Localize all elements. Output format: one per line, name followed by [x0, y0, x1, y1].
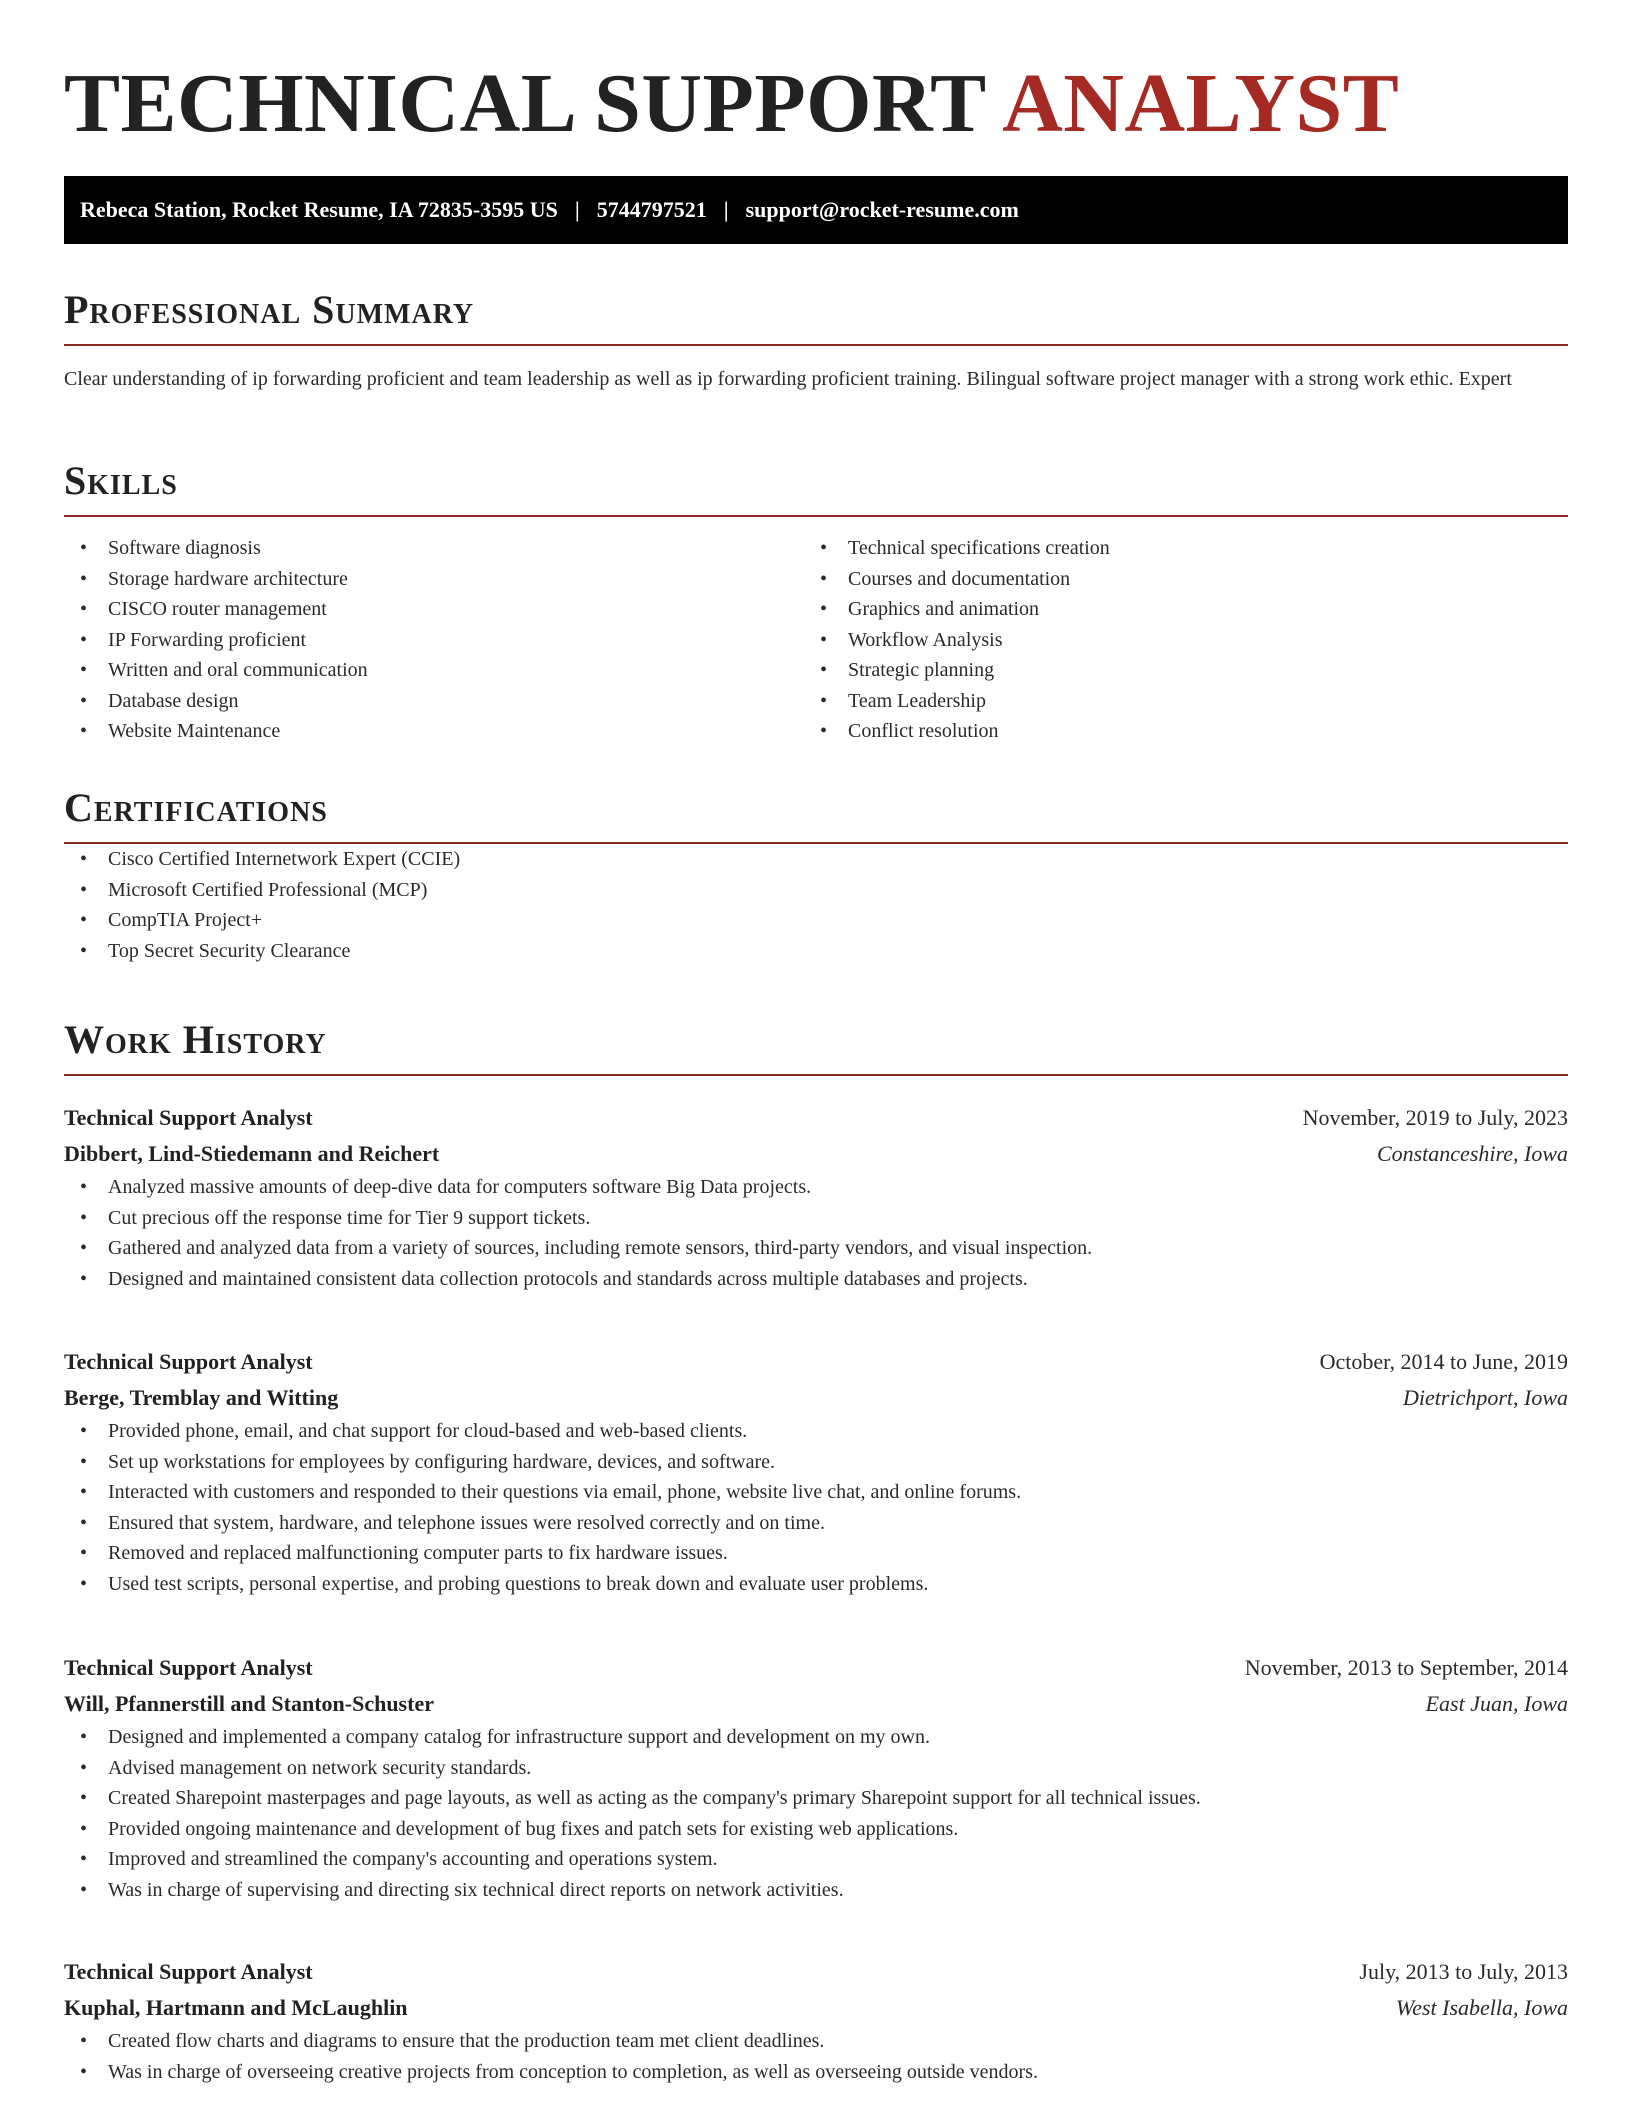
section-heading-certifications: Certifications: [64, 784, 1568, 844]
skill-item: • Courses and documentation: [804, 564, 1544, 595]
job-bullet: • Gathered and analyzed data from a variety of sources, including remote sensors, third-party vendors, and visual inspection.: [64, 1233, 1568, 1264]
skills-list-right: [804, 533, 1544, 747]
job-location: Dietrichport, Iowa: [1403, 1385, 1568, 1410]
job-bullet: • Analyzed massive amounts of deep-dive data for computers software Big Data projects.: [64, 1172, 1568, 1203]
skill-item: • Workflow Analysis: [804, 625, 1544, 656]
job-location: Constanceshire, Iowa: [1376, 1141, 1568, 1166]
job-bullet: • Cut precious off the response time for Tier 9 support tickets.: [64, 1203, 1568, 1234]
job-entry: [64, 1100, 1568, 1294]
skill-item: • Software diagnosis: [64, 533, 804, 564]
job-header-row: [64, 1954, 1568, 1990]
job-bullet: • Was in charge of supervising and directing six technical direct reports on network activities.: [64, 1875, 1568, 1906]
job-bullet-list: [64, 1172, 1568, 1294]
job-bullet: • Removed and replaced malfunctioning computer parts to fix hardware issues.: [64, 1538, 1568, 1569]
job-bullet: • Created Sharepoint masterpages and page layouts, as well as acting as the company's primary Sharepoint support for all technical issues.: [64, 1783, 1568, 1814]
certification-item: • CompTIA Project+: [64, 905, 1568, 936]
contact-separator: |: [723, 197, 729, 222]
job-title: Technical Support Analyst: [64, 1959, 313, 1984]
title-part-main: TECHNICAL SUPPORT: [64, 57, 986, 150]
job-title: Technical Support Analyst: [64, 1655, 313, 1680]
section-heading-skills: Skills: [64, 457, 1568, 517]
summary-section: [64, 286, 1568, 394]
contact-email[interactable]: support@rocket-resume.com: [745, 197, 1019, 222]
job-bullet: • Advised management on network security standards.: [64, 1753, 1568, 1784]
job-header-row: [64, 1344, 1568, 1380]
job-company: Berge, Tremblay and Witting: [64, 1385, 339, 1410]
skill-item: • Website Maintenance: [64, 716, 804, 747]
job-bullet-list: [64, 1416, 1568, 1599]
certifications-list: [64, 844, 1568, 966]
skill-item: • CISCO router management: [64, 594, 804, 625]
job-bullet: • Improved and streamlined the company's accounting and operations system.: [64, 1844, 1568, 1875]
job-entry: [64, 1650, 1568, 1905]
job-title: Technical Support Analyst: [64, 1349, 313, 1374]
job-entry: [64, 1344, 1568, 1599]
summary-text: Clear understanding of ip forwarding proficient and team leadership as well as ip forwarding proficient training. Bilingual software project manager with a strong work ethic. Expert: [64, 368, 1512, 390]
job-bullet: • Ensured that system, hardware, and telephone issues were resolved correctly and on time.: [64, 1508, 1568, 1539]
job-company: Kuphal, Hartmann and McLaughlin: [64, 1995, 408, 2020]
contact-address: Rebeca Station, Rocket Resume, IA 72835-3595 US: [80, 197, 558, 222]
resume-title: [64, 56, 1399, 152]
skills-section: [64, 457, 1568, 747]
job-entry: [64, 1954, 1568, 2087]
job-company-row: [64, 1686, 1568, 1722]
skill-item: • Team Leadership: [804, 686, 1544, 717]
skill-item: • Graphics and animation: [804, 594, 1544, 625]
job-bullet: • Provided phone, email, and chat support for cloud-based and web-based clients.: [64, 1416, 1568, 1447]
certification-item: • Cisco Certified Internetwork Expert (CCIE): [64, 844, 1568, 875]
job-bullet: • Provided ongoing maintenance and development of bug fixes and patch sets for existing web applications.: [64, 1814, 1568, 1845]
job-location: West Isabella, Iowa: [1395, 1995, 1568, 2020]
job-company: Dibbert, Lind-Stiedemann and Reichert: [64, 1141, 440, 1166]
job-bullet: • Designed and implemented a company catalog for infrastructure support and development on my own.: [64, 1722, 1568, 1753]
contact-bar: [64, 176, 1568, 244]
section-heading-summary: Professional Summary: [64, 286, 1568, 346]
job-bullet: • Was in charge of overseeing creative projects from conception to completion, as well as overseeing outside vendors.: [64, 2057, 1568, 2088]
skill-item: • IP Forwarding proficient: [64, 625, 804, 656]
skill-item: • Conflict resolution: [804, 716, 1544, 747]
job-company-row: [64, 1380, 1568, 1416]
work-history-section: [64, 1016, 1568, 1076]
section-heading-work-history: Work History: [64, 1016, 1568, 1076]
contact-separator: |: [574, 197, 580, 222]
title-part-accent: ANALYST: [1002, 57, 1400, 150]
certifications-section: [64, 784, 1568, 966]
skill-item: • Strategic planning: [804, 655, 1544, 686]
job-bullet: • Used test scripts, personal expertise, and probing questions to break down and evaluate user problems.: [64, 1569, 1568, 1600]
job-dates: October, 2014 to June, 2019: [1319, 1349, 1568, 1374]
skills-columns: [64, 533, 1568, 747]
job-bullet: • Set up workstations for employees by configuring hardware, devices, and software.: [64, 1447, 1568, 1478]
job-company-row: [64, 1136, 1568, 1172]
job-company: Will, Pfannerstill and Stanton-Schuster: [64, 1691, 434, 1716]
skill-item: • Database design: [64, 686, 804, 717]
job-header-row: [64, 1100, 1568, 1136]
contact-phone: 5744797521: [596, 197, 707, 222]
job-bullet: • Created flow charts and diagrams to ensure that the production team met client deadlines.: [64, 2026, 1568, 2057]
skill-item: • Storage hardware architecture: [64, 564, 804, 595]
certification-item: • Top Secret Security Clearance: [64, 936, 1568, 967]
job-header-row: [64, 1650, 1568, 1686]
job-bullet-list: [64, 2026, 1568, 2087]
job-dates: July, 2013 to July, 2013: [1359, 1959, 1568, 1984]
job-bullet: • Designed and maintained consistent data collection protocols and standards across multiple databases and projects.: [64, 1264, 1568, 1295]
job-bullet: • Interacted with customers and responded to their questions via email, phone, website live chat, and online forums.: [64, 1477, 1568, 1508]
skill-item: • Written and oral communication: [64, 655, 804, 686]
job-title: Technical Support Analyst: [64, 1105, 313, 1130]
job-dates: November, 2013 to September, 2014: [1244, 1655, 1568, 1680]
job-location: East Juan, Iowa: [1425, 1691, 1568, 1716]
skills-list-left: [64, 533, 804, 747]
certification-item: • Microsoft Certified Professional (MCP): [64, 875, 1568, 906]
job-dates: November, 2019 to July, 2023: [1302, 1105, 1568, 1130]
job-company-row: [64, 1990, 1568, 2026]
skill-item: • Technical specifications creation: [804, 533, 1544, 564]
job-bullet-list: [64, 1722, 1568, 1905]
